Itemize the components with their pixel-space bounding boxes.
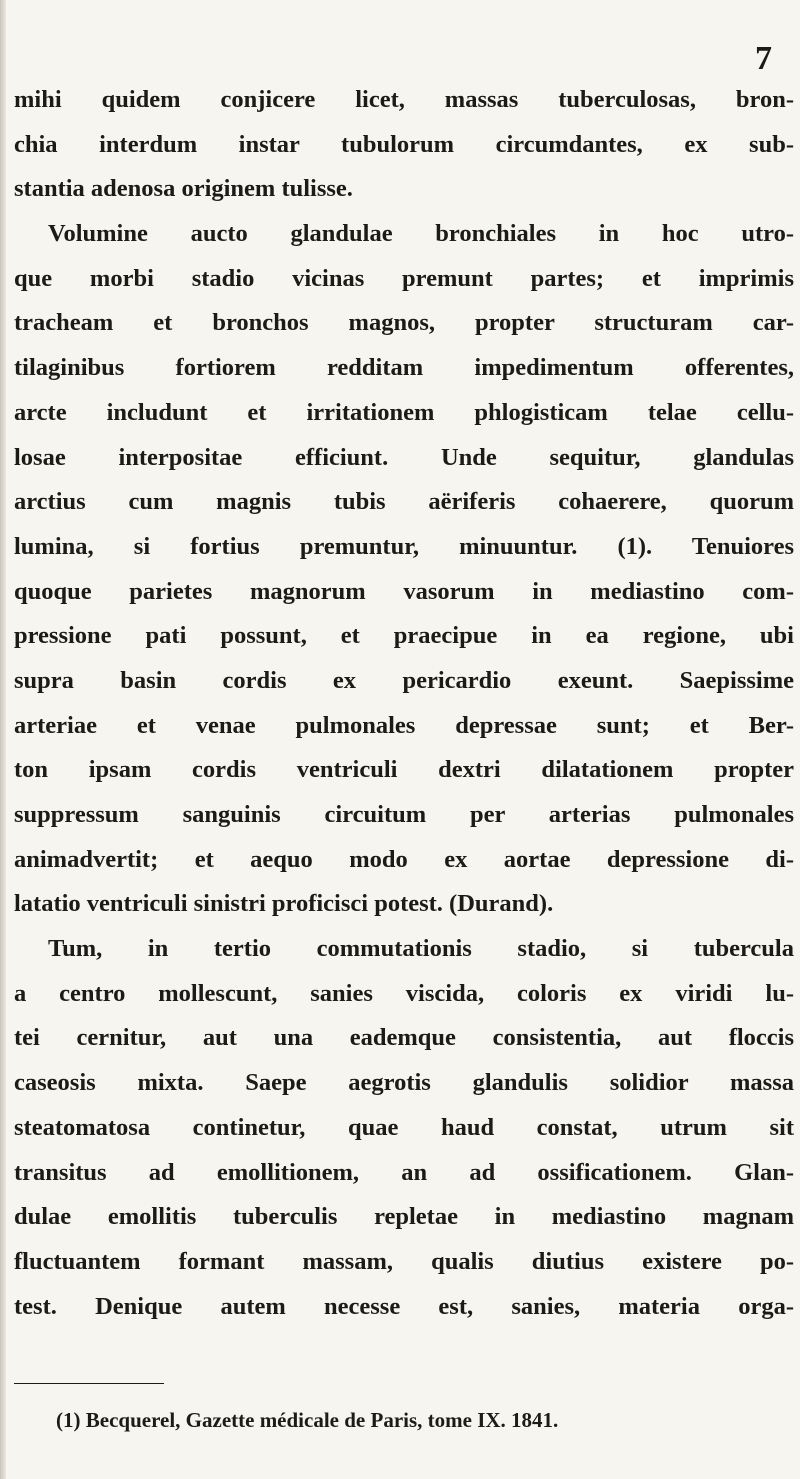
text-line: quoque parietes magnorum vasorum in mediastino com-	[14, 577, 794, 605]
text-line: a centro mollescunt, sanies viscida, coloris ex viridi lu-	[14, 979, 794, 1007]
page-edge-shadow	[0, 0, 6, 1479]
body-text	[14, 78, 794, 1329]
text-line: pressione pati possunt, et praecipue in ea regione, ubi	[14, 622, 794, 650]
text-line: tilaginibus fortiorem redditam impedimentum offerentes,	[14, 354, 794, 382]
text-line: transitus ad emollitionem, an ad ossificationem. Glan-	[14, 1158, 794, 1186]
text-line: losae interpositae efficiunt. Unde sequitur, glandulas	[14, 443, 794, 471]
text-line: tracheam et bronchos magnos, propter structuram car-	[14, 309, 794, 337]
text-line: fluctuantem formant massam, qualis diutius existere po-	[14, 1247, 794, 1275]
footnote-rule	[14, 1383, 164, 1384]
text-line: lumina, si fortius premuntur, minuuntur. (1). Tenuiores	[14, 532, 794, 560]
text-line: arcte includunt et irritationem phlogisticam telae cellu-	[14, 398, 794, 426]
text-line: test. Denique autem necesse est, sanies, materia orga-	[14, 1292, 794, 1320]
text-line: animadvertit; et aequo modo ex aortae depressione di-	[14, 845, 794, 873]
text-line: mihi quidem conjicere licet, massas tuberculosas, bron-	[14, 86, 794, 113]
text-line: latatio ventriculi sinistri proficisci potest. (Durand).	[14, 890, 554, 918]
text-line: arctius cum magnis tubis aëriferis cohaerere, quorum	[14, 488, 794, 516]
text-line: stantia adenosa originem tulisse.	[14, 175, 353, 203]
text-line: supra basin cordis ex pericardio exeunt. Saepissime	[14, 666, 794, 694]
text-line: Tum, in tertio commutationis stadio, si tubercula	[48, 935, 794, 963]
text-line: ton ipsam cordis ventriculi dextri dilatationem propter	[14, 756, 794, 784]
page-number: 7	[755, 40, 772, 77]
footnote: (1) Becquerel, Gazette médicale de Paris, tome IX. 1841.	[56, 1408, 559, 1432]
text-line: suppressum sanguinis circuitum per arterias pulmonales	[14, 801, 794, 828]
text-line: chia interdum instar tubulorum circumdantes, ex sub-	[14, 130, 794, 158]
text-line: Volumine aucto glandulae bronchiales in hoc utro-	[48, 220, 794, 248]
text-line: que morbi stadio vicinas premunt partes; et imprimis	[14, 264, 794, 292]
text-line: arteriae et venae pulmonales depressae sunt; et Ber-	[14, 711, 794, 739]
text-line: tei cernitur, aut una eademque consistentia, aut floccis	[14, 1024, 794, 1052]
text-line: steatomatosa continetur, quae haud constat, utrum sit	[14, 1113, 794, 1141]
text-line: caseosis mixta. Saepe aegrotis glandulis solidior massa	[14, 1069, 794, 1097]
text-line: dulae emollitis tuberculis repletae in mediastino magnam	[14, 1203, 794, 1231]
